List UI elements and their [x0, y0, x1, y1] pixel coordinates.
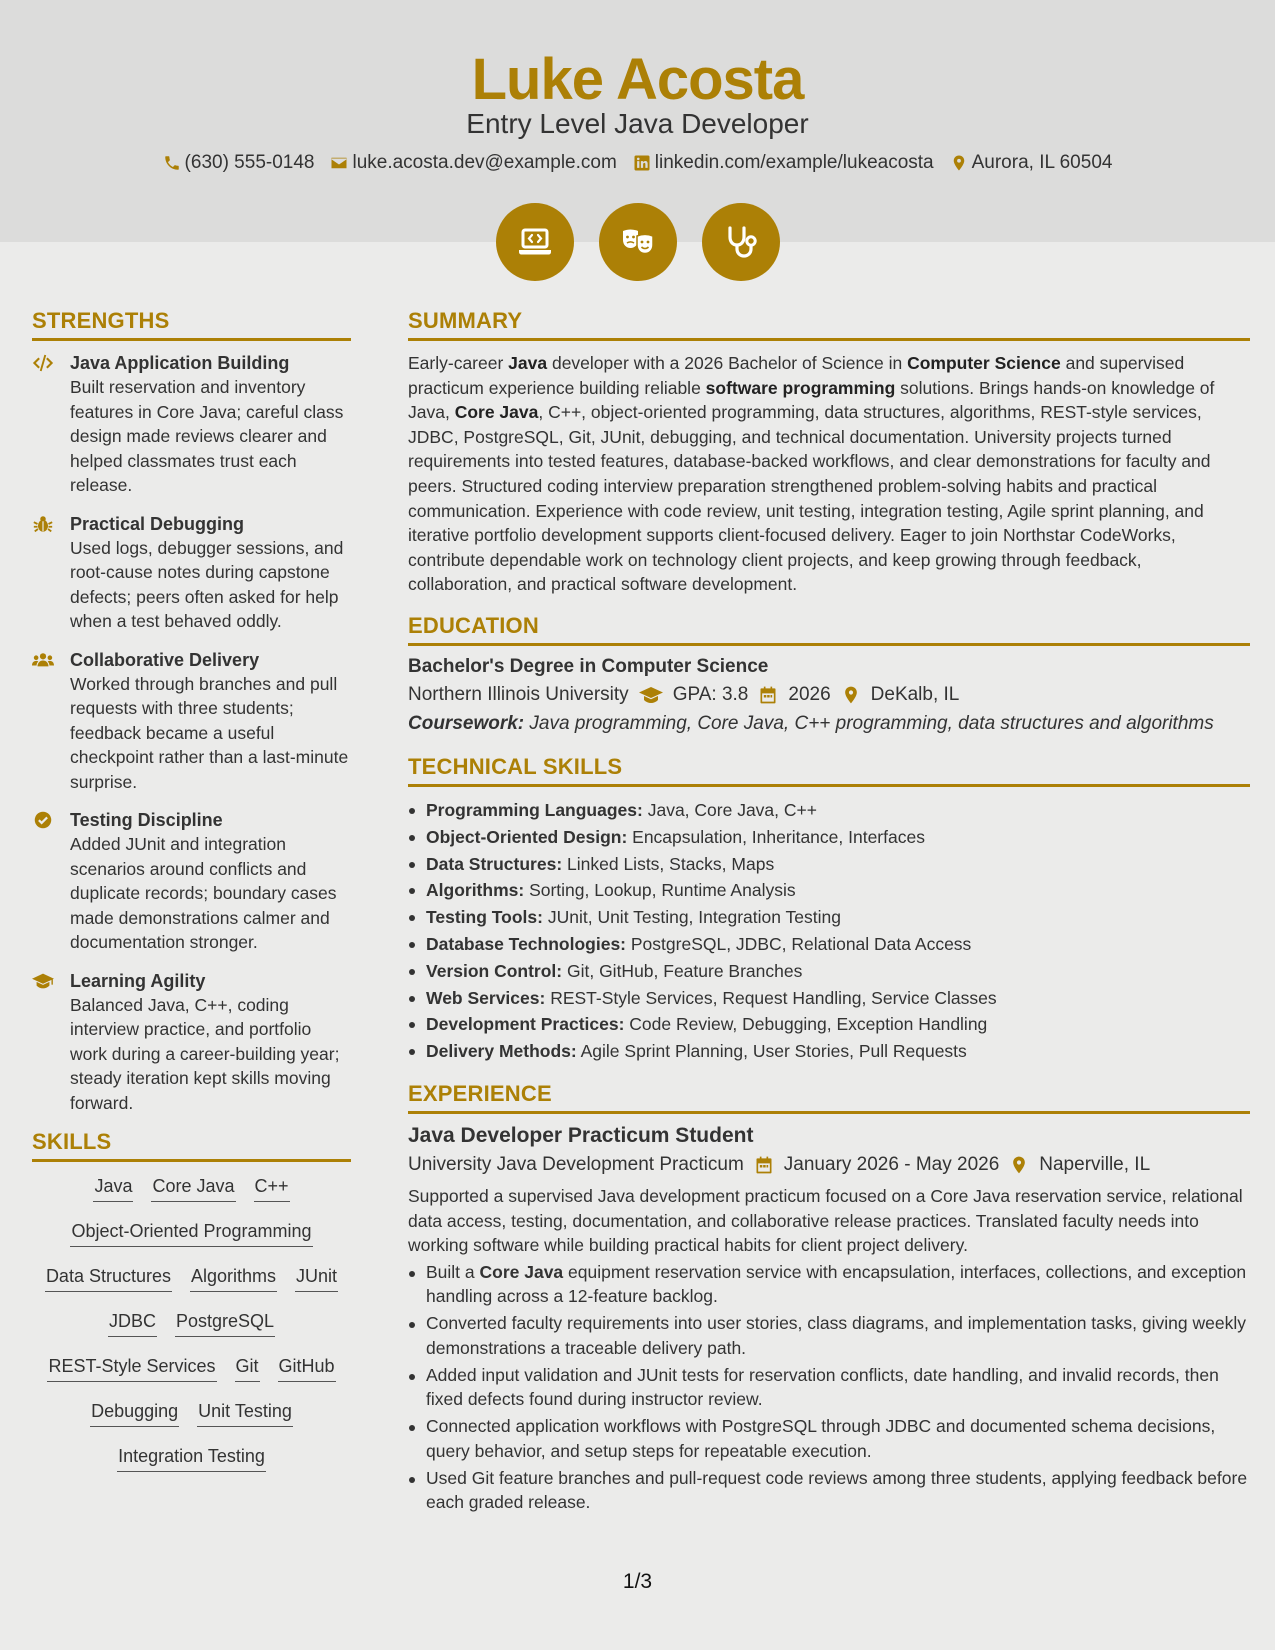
skill-tag: Core Java	[151, 1172, 235, 1202]
technical-skills-heading: TECHNICAL SKILLS	[408, 754, 1250, 787]
list-item: Delivery Methods: Agile Sprint Planning, User Stories, Pull Requests	[408, 1038, 1250, 1065]
skills-tag-cloud	[32, 1172, 351, 1487]
code-icon	[32, 353, 54, 373]
strength-desc: Used logs, debugger sessions, and root-cause notes during capstone defects; peers often asked for help when a test behaved oddly.	[70, 537, 344, 631]
masks-theater-icon	[618, 222, 658, 262]
candidate-name: Luke Acosta	[471, 47, 804, 112]
contact-location	[950, 152, 1113, 174]
summary-text: Early-career Java developer with a 2026 Bachelor of Science in Computer Science and supervised practicum experience building reliable software programming solutions. Brings hands-on knowledge of Java, Core Java, C++, object-oriented programming, data structures, algorithms, REST-style services, JDBC, PostgreSQL, Git, JUnit, debugging, and technical documentation. University projects turned requirements into tested features, database-backed workflows, and clear demonstrations for faculty and peers. Structured coding interview preparation strengthened problem-solving habits and practical communication. Experience with code review, unit testing, integration testing, Agile sprint planning, and iterative portfolio development supports client-focused delivery. Eager to join Northstar CodeWorks, contribute dependable work on technology client projects, and keep growing through feedback, collaboration, and practical software development.	[408, 353, 1215, 595]
education-heading: EDUCATION	[408, 613, 1250, 646]
strength-item	[32, 648, 351, 795]
school-location: DeKalb, IL	[870, 683, 960, 705]
check-circle-icon	[32, 810, 54, 830]
skill-tag: REST-Style Services	[47, 1352, 216, 1382]
calendar-icon	[754, 1155, 774, 1175]
experience-job-title: Java Developer Practicum Student	[408, 1123, 754, 1147]
page-number: 1/3	[622, 1570, 653, 1593]
map-pin-icon	[841, 685, 861, 705]
envelope-icon	[330, 154, 348, 172]
masks-theater-badge	[599, 203, 677, 281]
badge-row	[0, 203, 1275, 281]
stethoscope-icon	[721, 222, 761, 262]
contact-bar	[0, 152, 1275, 174]
skill-tag-row	[47, 1352, 335, 1397]
experience-bullets	[408, 1260, 1250, 1515]
skill-tag: PostgreSQL	[175, 1307, 275, 1337]
list-item: Used Git feature branches and pull-request code reviews among three students, applying feedback before each graded release.	[408, 1466, 1250, 1515]
skill-tag-row	[45, 1262, 338, 1307]
experience-heading: EXPERIENCE	[408, 1081, 1250, 1114]
strength-desc: Worked through branches and pull requests with three students; feedback became a useful checkpoint rather than a last-minute surprise.	[70, 673, 349, 792]
strength-title: Testing Discipline	[70, 810, 223, 830]
skill-tag: JUnit	[295, 1262, 338, 1292]
strength-desc: Balanced Java, C++, coding interview practice, and portfolio work during a career-building year; steady iteration kept skills moving forward.	[70, 994, 340, 1113]
list-item: Testing Tools: JUnit, Unit Testing, Integration Testing	[408, 904, 1250, 931]
skill-tag: Object-Oriented Programming	[70, 1217, 312, 1247]
list-item: Added input validation and JUnit tests for reservation conflicts, date handling, and invalid records, then fixed defects found during instructor review.	[408, 1363, 1250, 1412]
skill-tag: Algorithms	[190, 1262, 277, 1292]
list-item: Version Control: Git, GitHub, Feature Branches	[408, 958, 1250, 985]
coursework: Coursework: Java programming, Core Java, C++ programming, data structures and algorithms	[408, 712, 1214, 734]
list-item: Connected application workflows with PostgreSQL through JDBC and documented schema decisions, query behavior, and setup steps for repeatable execution.	[408, 1414, 1250, 1463]
job-location: Naperville, IL	[1039, 1153, 1151, 1175]
strength-item	[32, 351, 351, 498]
skill-tag-row	[70, 1217, 312, 1262]
email-text: luke.acosta.dev@example.com	[352, 152, 617, 173]
map-pin-icon	[950, 154, 968, 172]
technical-skills-list	[408, 797, 1250, 1065]
linkedin-text: linkedin.com/example/lukeacosta	[654, 152, 934, 173]
skill-tag-row	[90, 1397, 293, 1442]
laptop-code-icon	[515, 222, 555, 262]
skill-tag-row	[117, 1442, 266, 1487]
strength-desc: Built reservation and inventory features in Core Java; careful class design made reviews clearer and helped classmates trust each release.	[70, 377, 344, 495]
bug-icon	[32, 514, 54, 534]
skill-tag: GitHub	[278, 1352, 336, 1382]
skill-tag: Unit Testing	[197, 1397, 293, 1427]
users-icon	[32, 650, 54, 670]
strength-title: Collaborative Delivery	[70, 649, 260, 670]
graduation-year: 2026	[788, 683, 831, 705]
strengths-heading: STRENGTHS	[32, 308, 351, 341]
calendar-icon	[758, 685, 778, 705]
strength-item	[32, 512, 351, 634]
skill-tag: Git	[235, 1352, 260, 1382]
skill-tag: C++	[254, 1172, 290, 1202]
phone-icon	[163, 154, 181, 172]
strength-item	[32, 808, 351, 955]
strength-desc: Added JUnit and integration scenarios around conflicts and duplicate records; boundary cases made demonstrations calmer and documentation stronger.	[70, 834, 337, 952]
linkedin-icon	[633, 154, 651, 172]
strength-title: Learning Agility	[70, 970, 206, 991]
skill-tag: Debugging	[90, 1397, 179, 1427]
employment-dates: January 2026 - May 2026	[783, 1153, 1000, 1175]
skill-tag-row	[108, 1307, 275, 1352]
summary-heading: SUMMARY	[408, 308, 1250, 341]
left-column	[32, 308, 351, 1487]
list-item: Development Practices: Code Review, Debugging, Exception Handling	[408, 1011, 1250, 1038]
list-item: Data Structures: Linked Lists, Stacks, Maps	[408, 851, 1250, 878]
contact-phone[interactable]	[163, 152, 315, 174]
experience-meta	[408, 1154, 1250, 1176]
list-item: Algorithms: Sorting, Lookup, Runtime Analysis	[408, 877, 1250, 904]
graduation-cap-icon	[32, 971, 54, 991]
list-item: Web Services: REST-Style Services, Request Handling, Service Classes	[408, 985, 1250, 1012]
stethoscope-badge	[702, 203, 780, 281]
contact-email[interactable]	[330, 152, 616, 174]
skill-tag: Integration Testing	[117, 1442, 266, 1472]
strength-item	[32, 969, 351, 1116]
list-item: Converted faculty requirements into user stories, class diagrams, and implementation tasks, giving weekly demonstrations a traceable delivery path.	[408, 1311, 1250, 1360]
laptop-code-badge	[496, 203, 574, 281]
experience-description: Supported a supervised Java development practicum focused on a Core Java reservation service, relational data access, testing, documentation, and collaborative release practices. Translated faculty needs into working software while building practical habits for client project delivery.	[408, 1185, 1243, 1256]
list-item: Database Technologies: PostgreSQL, JDBC, Relational Data Access	[408, 931, 1250, 958]
skill-tag: JDBC	[108, 1307, 157, 1337]
skill-tag: Data Structures	[45, 1262, 172, 1292]
school-name: Northern Illinois University	[408, 683, 629, 705]
skills-heading: SKILLS	[32, 1129, 351, 1162]
strength-title: Java Application Building	[70, 353, 290, 373]
education-meta	[408, 684, 1250, 706]
phone-text: (630) 555-0148	[184, 152, 315, 173]
job-title-headline: Entry Level Java Developer	[466, 108, 809, 139]
list-item: Programming Languages: Java, Core Java, C++	[408, 797, 1250, 824]
map-pin-icon	[1009, 1155, 1029, 1175]
contact-linkedin[interactable]	[633, 152, 934, 174]
skill-tag: Java	[93, 1172, 133, 1202]
list-item: Built a Core Java equipment reservation service with encapsulation, interfaces, collections, and exception handling across a 12-feature backlog.	[408, 1260, 1250, 1309]
degree-title: Bachelor's Degree in Computer Science	[408, 655, 769, 677]
list-item: Object-Oriented Design: Encapsulation, Inheritance, Interfaces	[408, 824, 1250, 851]
skill-tag-row	[93, 1172, 289, 1217]
right-column	[408, 308, 1250, 1518]
strength-title: Practical Debugging	[70, 513, 245, 534]
location-text: Aurora, IL 60504	[971, 152, 1113, 173]
gpa: GPA: 3.8	[672, 683, 749, 705]
employer: University Java Development Practicum	[408, 1153, 744, 1175]
graduation-cap-icon	[639, 685, 663, 705]
